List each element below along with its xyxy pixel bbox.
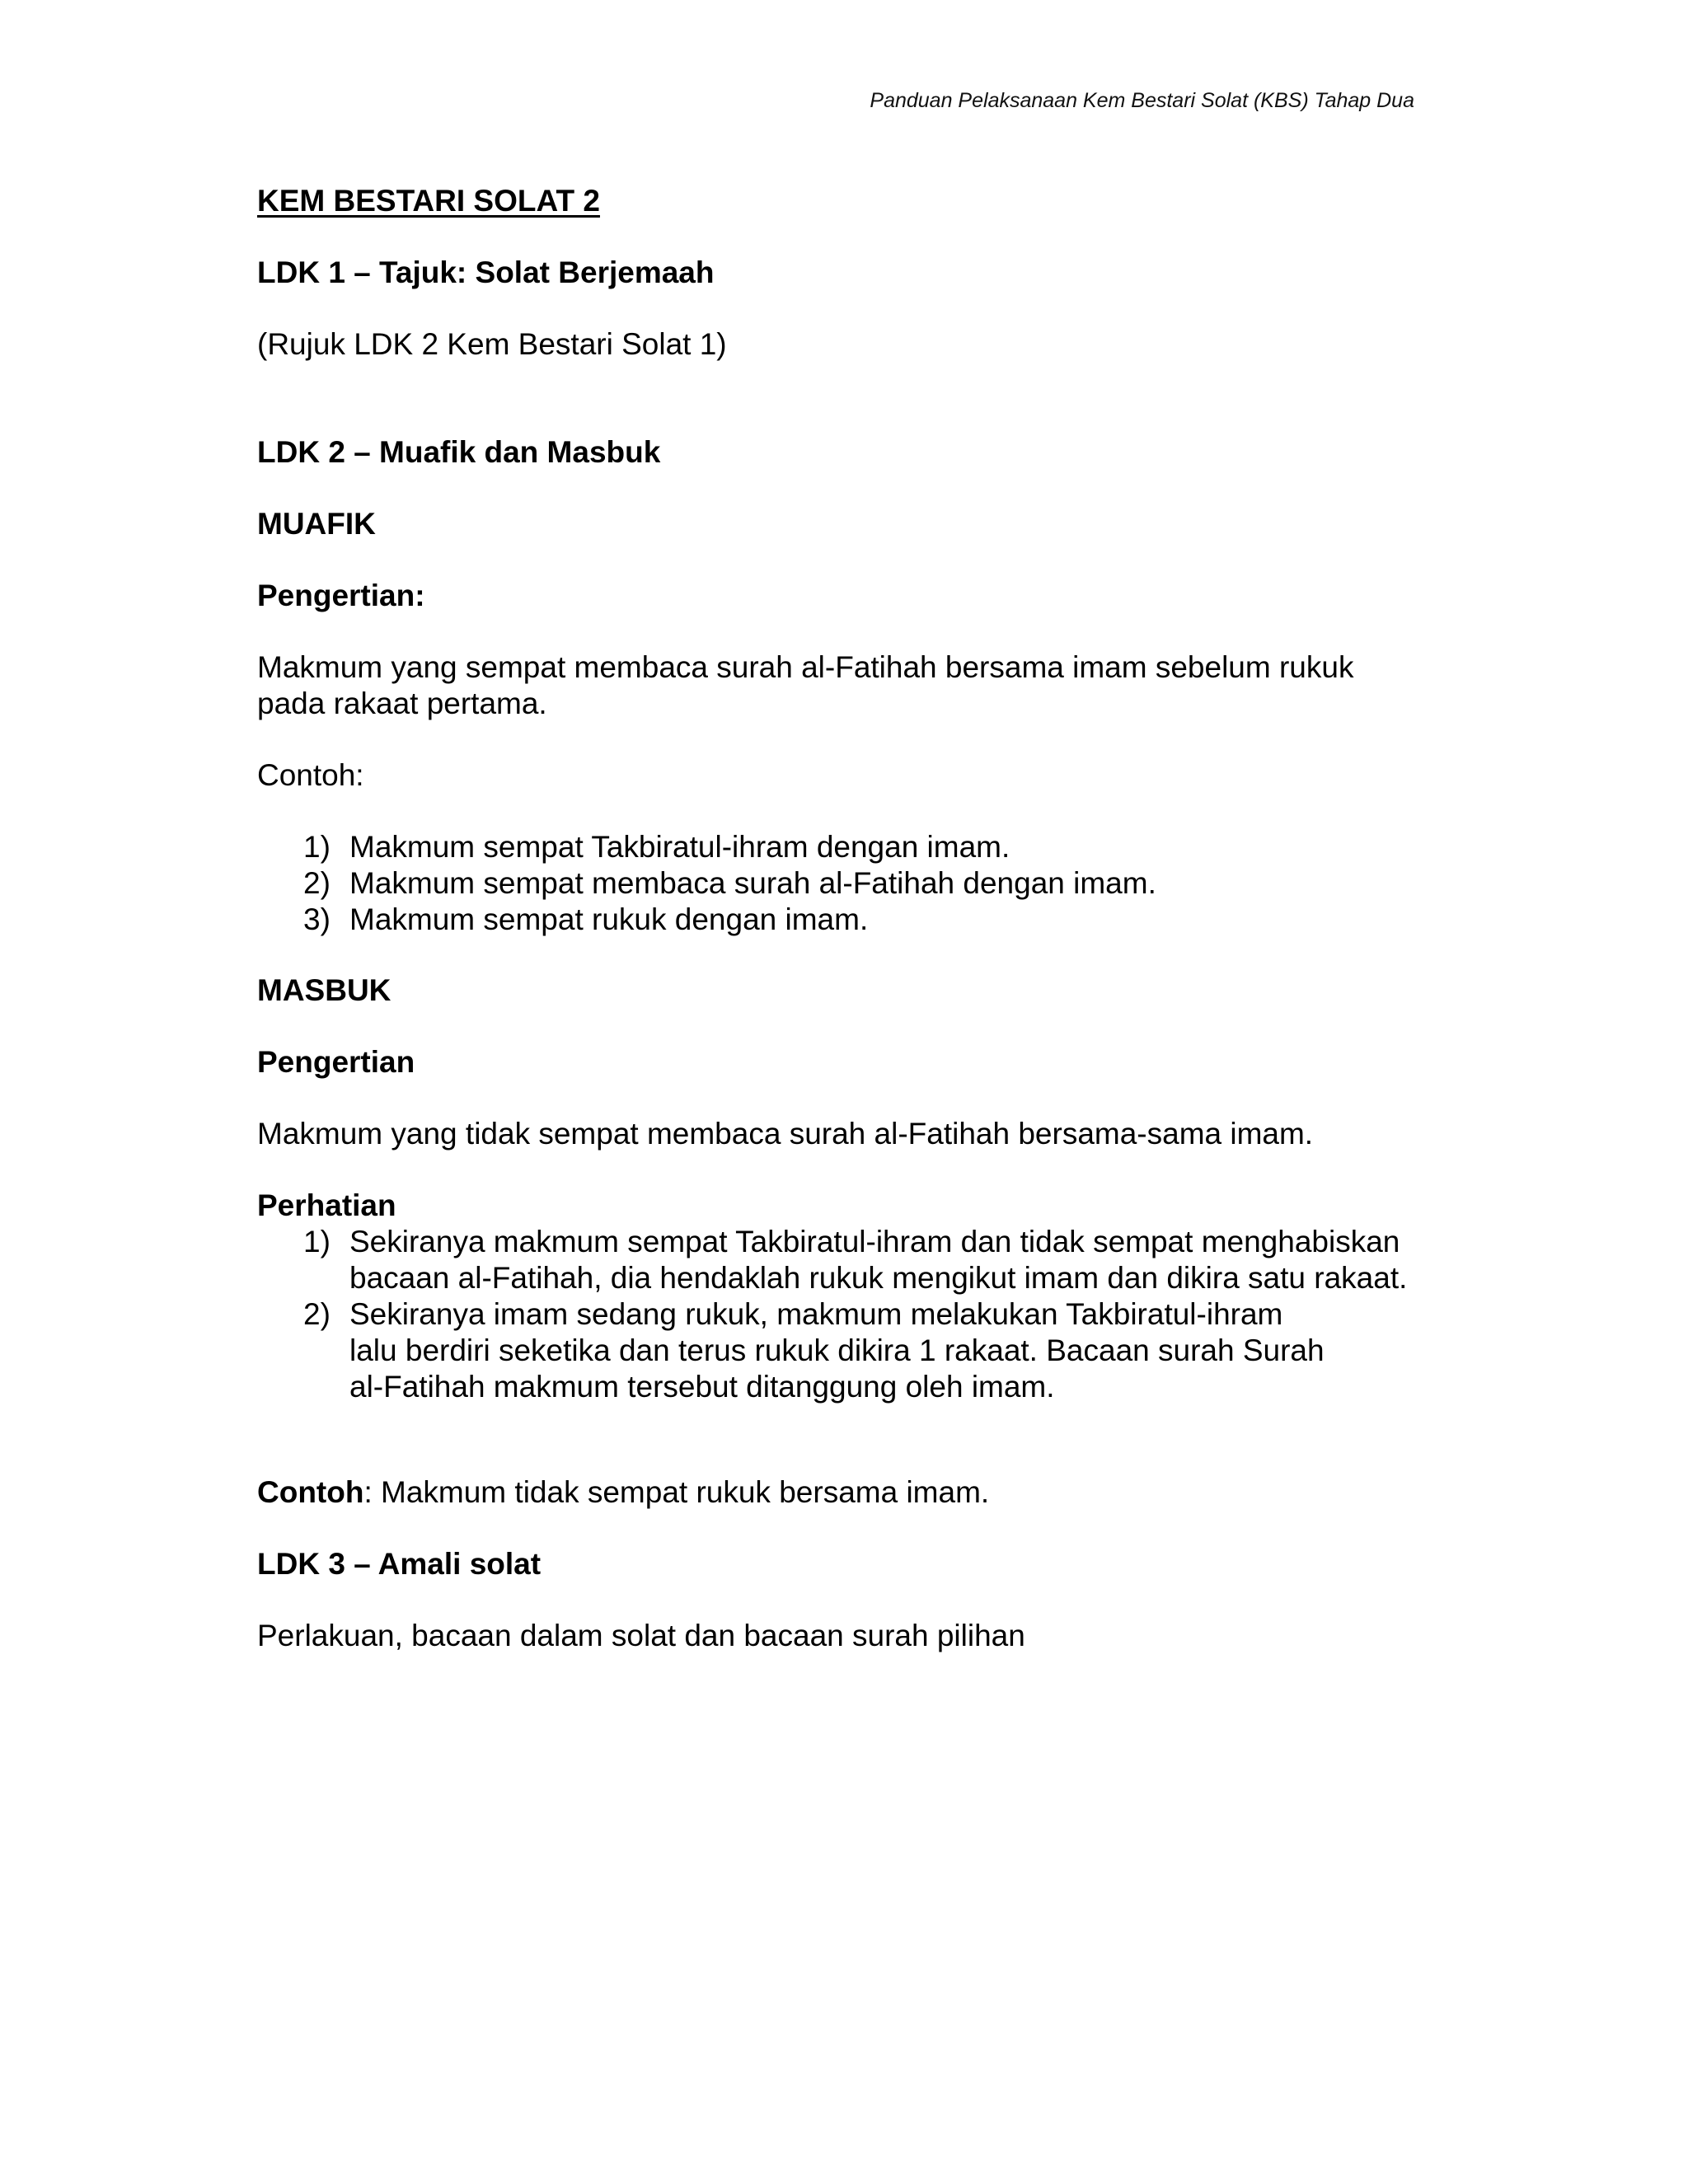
masbuk-definition-label: Pengertian [257, 1045, 415, 1079]
masbuk-example-text: : Makmum tidak sempat rukuk bersama imam. [363, 1475, 990, 1509]
list-item [257, 1224, 1428, 1296]
list-item [257, 1296, 1339, 1405]
list-number: 2) [303, 866, 331, 900]
muafik-heading: MUAFIK [257, 507, 376, 541]
list-item-text: Sekiranya imam sedang rukuk, makmum melakukan Takbiratul-ihram lalu berdiri seketika dan terus rukuk dikira 1 rakaat. Bacaan surah Surah al-Fatihah makmum tersebut ditanggung oleh imam. [349, 1297, 1325, 1404]
muafik-examples-list [257, 829, 1428, 938]
masbuk-attention-label: Perhatian [257, 1188, 396, 1222]
list-number: 2) [303, 1297, 331, 1331]
list-item [257, 829, 1428, 865]
list-number: 1) [303, 1225, 331, 1258]
list-item-text: Sekiranya makmum sempat Takbiratul-ihram dan tidak sempat menghabiskan bacaan al-Fatihah, dia hendaklah rukuk mengikut imam dan dikira satu rakaat. [349, 1225, 1408, 1295]
list-item-text: Makmum sempat rukuk dengan imam. [349, 902, 869, 936]
list-item [257, 902, 1428, 938]
list-item-text: Makmum sempat Takbiratul-ihram dengan imam. [349, 830, 1010, 864]
masbuk-example-label: Contoh [257, 1475, 364, 1509]
masbuk-example [257, 1474, 989, 1511]
ldk3-text: Perlakuan, bacaan dalam solat dan bacaan surah pilihan [257, 1619, 1025, 1652]
ldk2-heading: LDK 2 – Muafik dan Masbuk [257, 435, 661, 469]
ldk1-note: (Rujuk LDK 2 Kem Bestari Solat 1) [257, 327, 727, 361]
document-title: KEM BESTARI SOLAT 2 [257, 184, 600, 218]
masbuk-heading: MASBUK [257, 973, 392, 1007]
ldk1-heading: LDK 1 – Tajuk: Solat Berjemaah [257, 255, 715, 289]
muafik-definition: Makmum yang sempat membaca surah al-Fatihah bersama imam sebelum rukuk pada rakaat pertama. [257, 650, 1354, 720]
masbuk-attention-list [257, 1224, 1428, 1405]
muafik-definition-label: Pengertian: [257, 579, 425, 612]
masbuk-definition: Makmum yang tidak sempat membaca surah al-Fatihah bersama-sama imam. [257, 1117, 1314, 1151]
list-item [257, 865, 1428, 902]
running-header: Panduan Pelaksanaan Kem Bestari Solat (KBS) Tahap Dua [870, 89, 1414, 112]
list-number: 3) [303, 902, 331, 936]
list-item-text: Makmum sempat membaca surah al-Fatihah dengan imam. [349, 866, 1156, 900]
ldk3-heading: LDK 3 – Amali solat [257, 1547, 542, 1581]
muafik-example-label: Contoh: [257, 758, 364, 792]
list-number: 1) [303, 830, 331, 864]
